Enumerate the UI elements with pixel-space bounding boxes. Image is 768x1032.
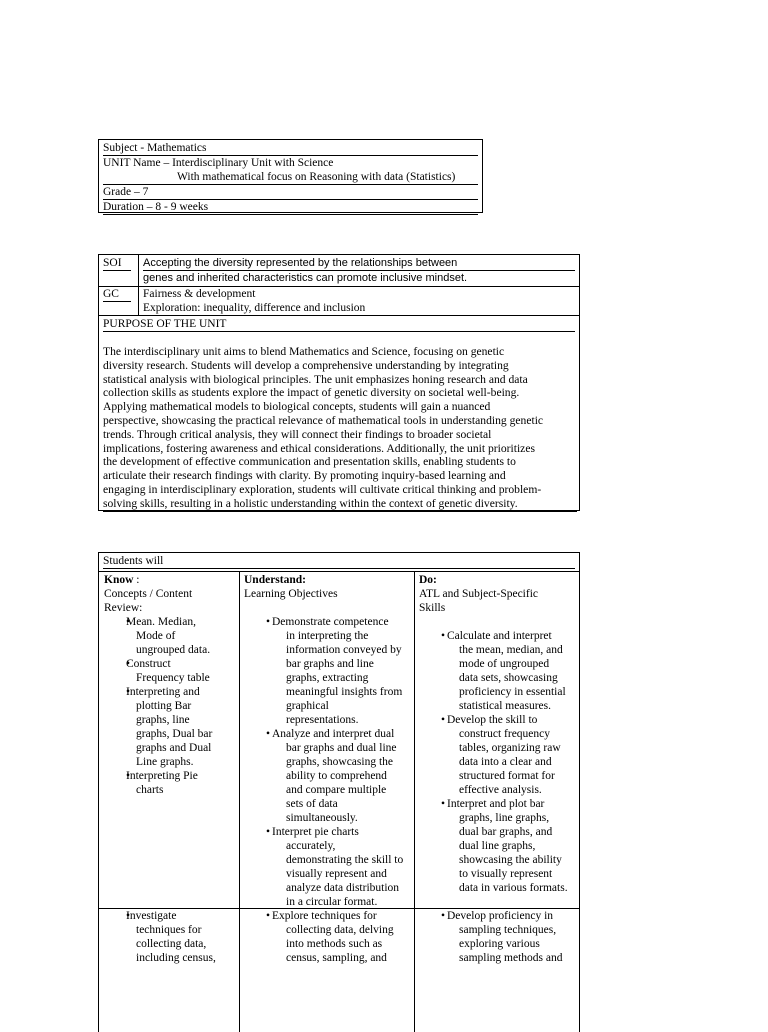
bullet-line: data sets, showcasing [459,672,558,684]
do-list [419,629,579,895]
bullet-line: tables, organizing raw [459,742,561,754]
bullet-line: • Investigate [126,910,177,922]
understand-heading: Understand: [244,574,306,586]
bullet-line: Mode of [136,630,176,642]
purpose-divider [99,315,579,316]
bullet-item [244,727,412,825]
bullet-line: • Interpreting Pie [126,770,198,782]
bullet-line: • Mean. Median, [126,616,196,628]
bullet-line: bar graphs and line [286,658,374,670]
purpose-line: the development of effective communication and presentation skills, enabling students to [103,455,516,469]
bullet-line: techniques for [136,924,202,936]
bullet-line: bar graphs and dual line [286,742,397,754]
soi-line-1: Accepting the diversity represented by the relationships between [143,256,575,271]
bullet-line: graphs, line graphs, [459,812,550,824]
do-row2 [419,909,579,965]
bullet-line: dual bar graphs, and [459,826,553,838]
bullet-line: graphical [286,700,329,712]
soi-row [99,255,579,287]
bullet-item [419,629,579,713]
bullet-line: dual line graphs, [459,840,536,852]
bullet-item [244,825,412,909]
bullet-line: • Construct [126,658,171,670]
purpose-line: engaging in interdisciplinary exploration, students will cultivate critical thinking and problem- [103,482,542,496]
soi-key: SOI [103,256,131,271]
bullet-line: • Interpret and plot bar [447,798,545,810]
column-divider [239,571,240,1032]
purpose-line: diversity research. Students will develop a comprehensive understanding by integrating [103,358,509,372]
bullet-line: simultaneously. [286,812,358,824]
bullet-line: Frequency table [136,672,210,684]
bullet-line: structured format for [459,770,555,782]
unit-info-box [98,139,483,213]
duration-line: Duration – 8 - 9 weeks [103,200,478,215]
bullet-line: graphs, Dual bar [136,728,213,740]
purpose-paragraph [103,345,577,512]
bullet-line: construct frequency [459,728,551,740]
gc-line-1: Fairness & development [143,288,256,300]
bullet-line: in a circular format. [286,896,378,908]
bullet-item [244,615,412,727]
unit-focus-line: With mathematical focus on Reasoning with data (Statistics) [103,170,478,185]
purpose-line: The interdisciplinary unit aims to blend Mathematics and Science, focusing on genetic [103,345,505,358]
gc-key: GC [103,287,131,302]
gc-key-cell [99,286,139,315]
know-list [104,615,236,797]
bullet-line: census, sampling, and [286,952,387,964]
subject-line: Subject - Mathematics [103,141,478,156]
students-will-table [98,552,580,1032]
bullet-line: the mean, median, and [459,644,563,656]
purpose-line: Applying mathematical models to biological concepts, students will gain a nuanced [103,400,491,414]
do-column [419,573,579,895]
bullet-line: • Calculate and interpret [447,630,552,642]
purpose-line: perspective, showcasing the practical relevance of mathematical tools in understanding genetic [103,413,544,427]
know-column [104,573,236,797]
bullet-line: meaningful insights from [286,686,403,698]
bullet-line: data into a clear and [459,756,552,768]
bullet-item [244,909,412,965]
bullet-line: into methods such as [286,938,383,950]
understand-column [244,573,412,909]
bullet-line: ungrouped data. [136,644,211,656]
bullet-line: exploring various [459,938,540,950]
bullet-line: graphs, line [136,714,190,726]
bullet-line: • Interpreting and [126,686,200,698]
bullet-line: • Develop the skill to [447,714,538,726]
purpose-line: trends. Through critical analysis, they will connect their findings to broader societal [103,427,492,441]
purpose-line: implications, fostering awareness and ethical considerations. Additionally, the unit prioritizes [103,441,535,455]
bullet-line: graphs and Dual [136,742,212,754]
bullet-item [419,909,579,965]
bullet-line: collecting data, [136,938,207,950]
know-subheading-line: Concepts / Content [104,588,193,600]
understand-list [244,615,412,909]
soi-key-cell [99,255,139,286]
do-heading: Do: [419,574,437,586]
bullet-line: • Develop proficiency in [447,910,554,922]
purpose-line: statistical analysis with biological principles. The unit emphasizes honing research and data [103,372,528,386]
header-divider [99,571,579,572]
bullet-line: showcasing the ability [459,854,562,866]
do-list-row2 [419,909,579,965]
gc-line-2: Exploration: inequality, difference and inclusion [143,301,473,316]
bullet-line: • Demonstrate competence [272,616,389,628]
know-subheading-line: Review: [104,602,143,614]
bullet-line: graphs, showcasing the [286,756,393,768]
gc-row [99,286,579,315]
bullet-line: mode of ungrouped [459,658,550,670]
bullet-line: visually represent and [286,868,387,880]
bullet-line: accurately, [286,840,336,852]
bullet-item [104,615,236,657]
bullet-line: plotting Bar [136,700,192,712]
purpose-line: solving skills, resulting in a holistic understanding within the context of genetic diversity. [103,497,577,512]
column-divider [414,571,415,1032]
bullet-item [104,657,236,685]
bullet-line: • Analyze and interpret dual [272,728,395,740]
bullet-item [104,685,236,769]
know-heading-suffix: : [133,574,140,586]
understand-row2 [244,909,412,965]
bullet-line: statistical measures. [459,700,551,712]
understand-list-row2 [244,909,412,965]
bullet-line: and compare multiple [286,784,387,796]
bullet-line: • Interpret pie charts [272,826,359,838]
bullet-line: proficiency in essential [459,686,566,698]
bullet-line: graphs, extracting [286,672,369,684]
bullet-line: demonstrating the skill to [286,854,404,866]
purpose-heading: PURPOSE OF THE UNIT [103,317,575,332]
soi-line-2: genes and inherited characteristics can promote inclusive mindset. [143,272,468,284]
unit-name-line: UNIT Name – Interdisciplinary Unit with Science [103,157,334,169]
bullet-item [104,769,236,797]
bullet-line: effective analysis. [459,784,542,796]
understand-subheading: Learning Objectives [244,588,338,600]
bullet-line: analyze data distribution [286,882,400,894]
bullet-item [419,713,579,797]
bullet-line: sampling methods and [459,952,563,964]
bullet-line: information conveyed by [286,644,402,656]
soi-purpose-box [98,254,580,511]
soi-value [143,256,575,285]
gc-value [143,287,473,316]
do-subheading-line: ATL and Subject-Specific [419,588,539,600]
bullet-line: data in various formats. [459,882,568,894]
bullet-line: charts [136,784,164,796]
know-heading: Know [104,574,134,586]
bullet-line: representations. [286,714,359,726]
bullet-line: sampling techniques, [459,924,557,936]
grade-line: Grade – 7 [103,185,478,200]
students-will-title: Students will [103,554,575,569]
bullet-line: including census, [136,952,216,964]
bullet-item [104,909,236,965]
bullet-line: to visually represent [459,868,553,880]
bullet-line: ability to comprehend [286,770,387,782]
do-subheading-line: Skills [419,602,446,614]
know-list-row2 [104,909,236,965]
purpose-line: collection skills as students explore the impact of genetic diversity on societal well-being. [103,386,520,400]
purpose-line: articulate their research findings with clarity. By promoting inquiry-based learning and [103,469,506,483]
bullet-line: in interpreting the [286,630,369,642]
know-row2 [104,909,236,965]
bullet-line: collecting data, delving [286,924,394,936]
bullet-line: sets of data [286,798,338,810]
bullet-line: • Explore techniques for [272,910,377,922]
bullet-line: Line graphs. [136,756,194,768]
bullet-item [419,797,579,895]
